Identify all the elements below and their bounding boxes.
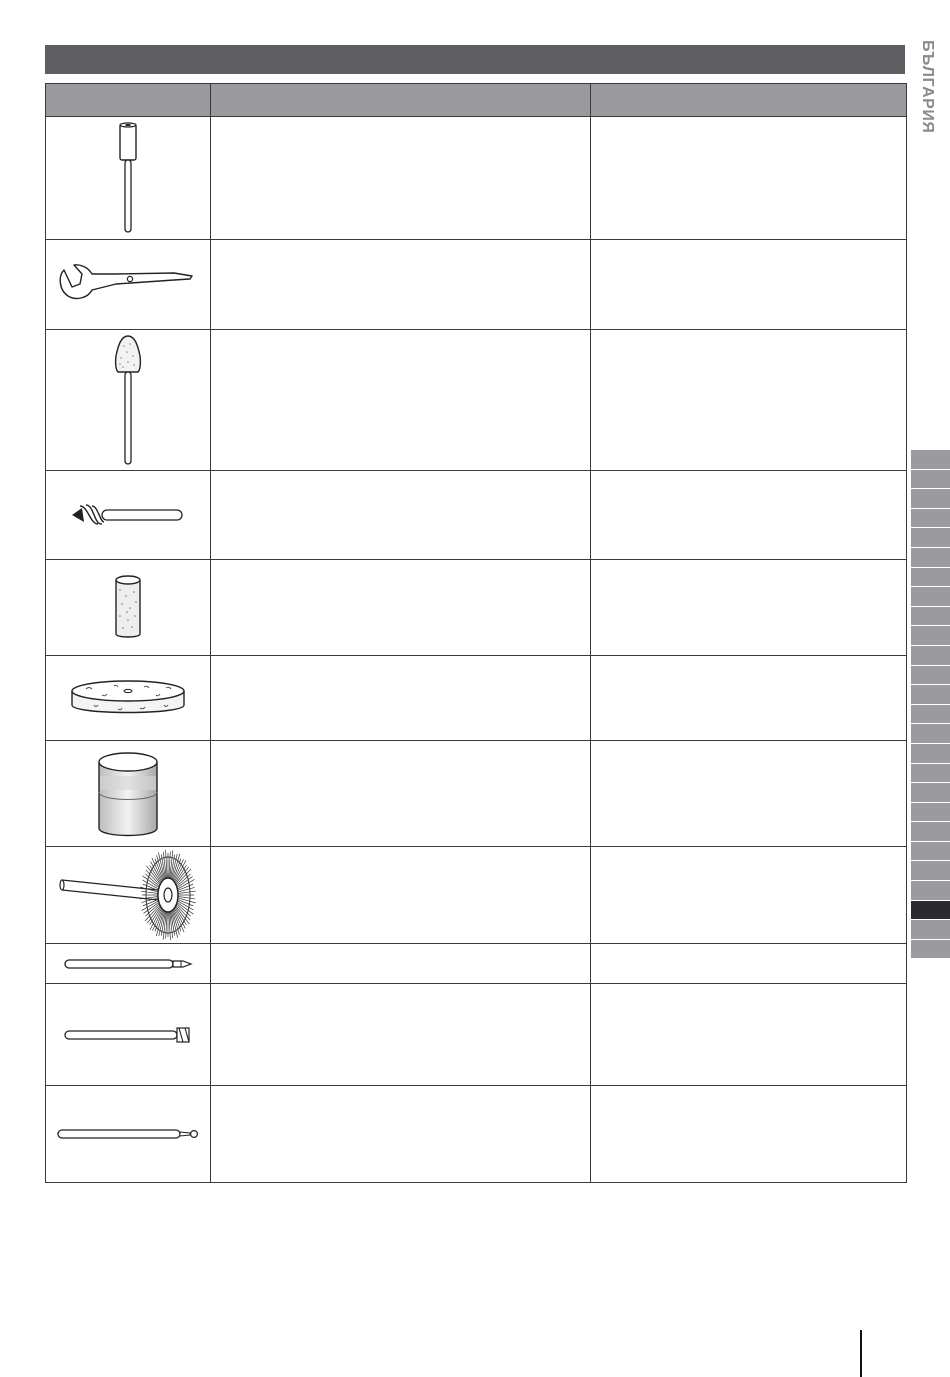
language-tab[interactable]: [911, 626, 950, 646]
table-cell-use: [591, 656, 907, 741]
table-cell-use: [591, 560, 907, 656]
language-tab[interactable]: [911, 685, 950, 705]
table-row: [46, 560, 907, 656]
accessories-table: [45, 83, 907, 1183]
table-row: [46, 984, 907, 1086]
language-tab[interactable]: [911, 842, 950, 862]
table-cell-image: [46, 847, 211, 944]
table-cell-name: [211, 1086, 591, 1183]
section-title-bar: [45, 45, 905, 74]
language-tab[interactable]: [911, 489, 950, 509]
table-cell-name: [211, 944, 591, 984]
table-cell-name: [211, 656, 591, 741]
table-cell-use: [591, 117, 907, 240]
table-row: [46, 471, 907, 560]
table-cell-use: [591, 741, 907, 847]
cutter-bit-icon: [61, 1024, 195, 1046]
polishing-paste-icon: [93, 746, 163, 842]
language-tab[interactable]: [911, 587, 950, 607]
table-cell-name: [211, 847, 591, 944]
table-row: [46, 240, 907, 330]
language-tab[interactable]: [911, 607, 950, 627]
table-header-row: [46, 84, 907, 117]
table-row: [46, 741, 907, 847]
language-tab[interactable]: [911, 940, 950, 960]
table-cell-image: [46, 656, 211, 741]
table-cell-name: [211, 984, 591, 1086]
language-tab[interactable]: [911, 724, 950, 744]
polishing-wheel-icon: [66, 673, 190, 723]
column-header-name: [211, 84, 591, 117]
language-label-text: БЪЛГАРИЯ: [919, 40, 936, 134]
language-tab[interactable]: [911, 568, 950, 588]
collet-sleeve-icon: [108, 119, 148, 237]
table-cell-use: [591, 984, 907, 1086]
table-cell-image: [46, 984, 211, 1086]
table-cell-image: [46, 471, 211, 560]
language-tab[interactable]: [911, 450, 950, 470]
language-tab[interactable]: [911, 920, 950, 940]
grinding-cylinder-icon: [108, 572, 148, 644]
table-cell-image: [46, 1086, 211, 1183]
language-tab[interactable]: [911, 803, 950, 823]
language-tab-active[interactable]: [911, 901, 950, 921]
table-cell-image: [46, 240, 211, 330]
page-number-divider: [860, 1330, 862, 1377]
language-tab[interactable]: [911, 881, 950, 901]
table-cell-name: [211, 560, 591, 656]
table-row: [46, 1086, 907, 1183]
table-cell-use: [591, 471, 907, 560]
spiral-cutter-bit-icon: [68, 500, 188, 530]
table-cell-image: [46, 944, 211, 984]
table-row: [46, 656, 907, 741]
spanner-wrench-icon: [56, 260, 200, 310]
language-side-label: [918, 40, 942, 150]
table-cell-use: [591, 240, 907, 330]
language-tab[interactable]: [911, 744, 950, 764]
language-tab[interactable]: [911, 705, 950, 725]
engraving-bit-icon: [61, 954, 195, 974]
table-cell-name: [211, 471, 591, 560]
ball-burr-bit-icon: [54, 1123, 202, 1145]
table-row: [46, 117, 907, 240]
table-cell-image: [46, 741, 211, 847]
language-tab-strip: [911, 450, 950, 959]
column-header-image: [46, 84, 211, 117]
table-cell-image: [46, 560, 211, 656]
table-row: [46, 330, 907, 471]
table-cell-use: [591, 847, 907, 944]
table-cell-name: [211, 741, 591, 847]
wire-brush-wheel-icon: [58, 848, 198, 942]
language-tab[interactable]: [911, 783, 950, 803]
language-tab[interactable]: [911, 861, 950, 881]
table-cell-use: [591, 330, 907, 471]
language-tab[interactable]: [911, 822, 950, 842]
language-tab[interactable]: [911, 666, 950, 686]
table-cell-use: [591, 944, 907, 984]
language-tab[interactable]: [911, 509, 950, 529]
table-cell-image: [46, 330, 211, 471]
table-cell-use: [591, 1086, 907, 1183]
language-tab[interactable]: [911, 528, 950, 548]
column-header-use: [591, 84, 907, 117]
table-cell-name: [211, 330, 591, 471]
language-tab[interactable]: [911, 548, 950, 568]
cone-felt-bit-icon: [108, 332, 148, 468]
table-cell-name: [211, 117, 591, 240]
table-cell-image: [46, 117, 211, 240]
language-tab[interactable]: [911, 470, 950, 490]
table-cell-name: [211, 240, 591, 330]
table-row: [46, 847, 907, 944]
language-tab[interactable]: [911, 764, 950, 784]
table-row: [46, 944, 907, 984]
language-tab[interactable]: [911, 646, 950, 666]
